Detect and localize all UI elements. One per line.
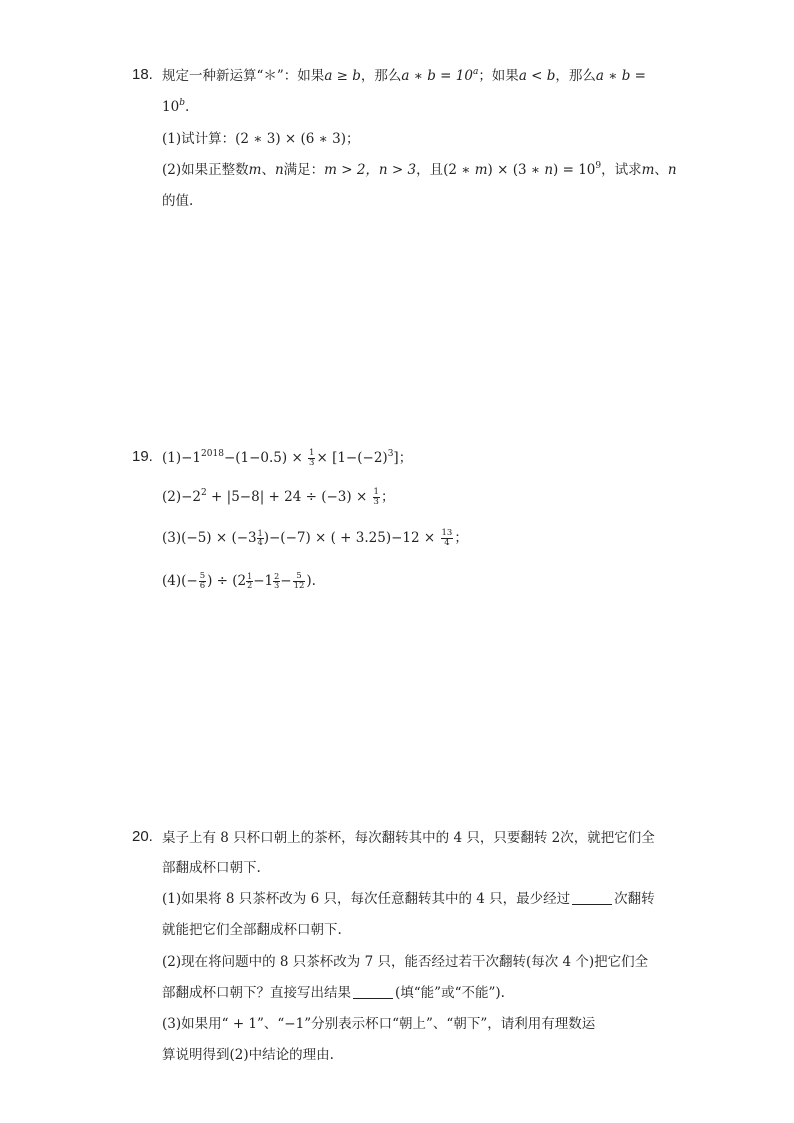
mixed-fraction: $\frac{1}{4}$ bbox=[257, 529, 263, 547]
problem-20-line-1: 桌子上有 8 只杯口朝上的茶杯，每次翻转其中的 4 只，只要翻转 2次，就把它们全 bbox=[162, 830, 655, 846]
problem-number: 18. bbox=[132, 66, 153, 83]
problem-20-line-6: 部翻成杯口朝下？直接写出结果 (填“能”或“不能”). bbox=[162, 985, 505, 1001]
problem-20-part-1: (1)如果将 8 只茶杯改为 6 只，每次任意翻转其中的 4 只，最少经过 次翻转 bbox=[162, 891, 655, 907]
problem-number: 19. bbox=[132, 448, 153, 465]
mixed-fraction: $\frac{2}{3}$ bbox=[274, 572, 280, 590]
problem-19-part-4: (4)(− $\frac{5}{6}$ ) ÷ (2 $\frac{1}{2}$ −1 $\frac{2}{3}$ − $\frac{5}{12}$ ). bbox=[162, 571, 316, 591]
fraction: $\frac{5}{12}$ bbox=[293, 571, 305, 591]
fraction: $\frac{5}{6}$ bbox=[199, 571, 206, 591]
problem-18-line-2: 10$^b$. bbox=[162, 98, 190, 115]
problem-18-part-1: (1)试计算：(2 ∗ 3) × (6 ∗ 3)； bbox=[162, 131, 360, 147]
problem-20-line-2: 部翻成杯口朝下. bbox=[162, 860, 261, 876]
fraction: $\frac{13}{4}$ bbox=[441, 528, 453, 548]
problem-18-part-2: (2)如果正整数m、n满足：m > 2，n > 3，且(2 ∗ m) × (3 ∗ $n) = 10^9$，试求m、n bbox=[162, 161, 677, 178]
problem-18-line-5: 的值. bbox=[162, 193, 194, 209]
problem-20-line-4: 就能把它们全部翻成杯口朝下. bbox=[162, 922, 342, 938]
problem-20-part-2: (2)现在将问题中的 8 只茶杯改为 7 只，能否经过若干次翻转(每次 4 个)把它们全 bbox=[162, 954, 649, 970]
problem-19-part-1: $(1)-1^{2018}-(1-0.5)$ × $\frac{1}{3}$ × $[1-(-2)^3]$； bbox=[162, 448, 413, 468]
answer-blank[interactable] bbox=[572, 890, 612, 905]
problem-20-part-3: (3)如果用“ + 1”、“−1”分别表示杯口“朝上”、“朝下”，请利用有理数运 bbox=[162, 1016, 596, 1032]
answer-blank[interactable] bbox=[353, 984, 393, 999]
mixed-fraction: $\frac{1}{2}$ bbox=[247, 572, 253, 590]
problem-19-part-2: $(2)-2^2 + |5-8| + 24 \div (-3)$ × $\frac{1}{3}$ ； bbox=[162, 487, 395, 507]
fraction: $\frac{1}{3}$ bbox=[373, 487, 379, 507]
problem-18-line-1: 规定一种新运算“＊”：如果a ≥ b，那么a ∗ $b = 10^a$；如果a < b，那么a ∗ b = bbox=[162, 67, 646, 84]
fraction: $\frac{1}{3}$ bbox=[309, 448, 315, 468]
problem-number: 20. bbox=[132, 828, 153, 845]
problem-20-line-8: 算说明得到(2)中结论的理由. bbox=[162, 1047, 334, 1063]
problem-19-part-3: (3)(−5) × (−3 $\frac{1}{4}$ )−(−7) × ( + 3.25)−12 × $\frac{13}{4}$ ； bbox=[162, 528, 468, 548]
